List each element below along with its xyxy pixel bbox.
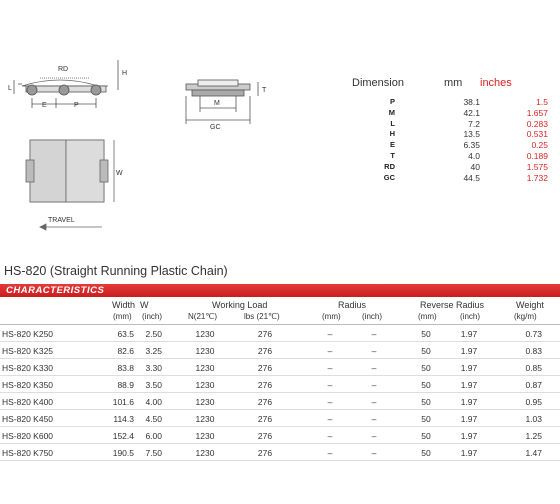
dimension-symbol: T — [390, 151, 395, 160]
working-load-header: Working Load — [212, 300, 268, 310]
dimension-inches: 1.657 — [526, 107, 548, 118]
dimension-inches: 0.189 — [526, 151, 548, 161]
dimension-inches: 1.575 — [526, 161, 548, 172]
dimension-row — [340, 151, 550, 162]
load-lbs-cell: 276 — [257, 448, 273, 458]
sub-weight-unit: (kg/m) — [514, 312, 537, 321]
rev-inch-cell: 1.97 — [460, 431, 478, 441]
table-row — [0, 343, 560, 359]
sub-rev-inch: (inch) — [460, 312, 481, 321]
dimension-mm: 6.35 — [463, 140, 480, 151]
inches-header: inches — [480, 77, 512, 89]
width-mm-cell: 83.8 — [117, 363, 134, 373]
label-travel: TRAVEL — [48, 217, 75, 224]
load-n-cell: 1230 — [195, 380, 215, 390]
dimension-row — [340, 108, 550, 119]
table-row — [0, 377, 560, 393]
dimension-inches: 0.531 — [526, 129, 548, 140]
rev-mm-cell: 50 — [421, 380, 431, 390]
model-cell: HS-820 K750 — [2, 448, 54, 458]
end-view-drawing — [186, 80, 258, 124]
model-cell: HS-820 K350 — [2, 380, 54, 390]
load-lbs-cell: 276 — [257, 431, 273, 441]
rev-inch-cell: 1.97 — [460, 380, 478, 390]
model-cell: HS-820 K250 — [2, 329, 54, 339]
radius-inch-cell: – — [371, 414, 377, 424]
radius-inch-cell: – — [371, 329, 377, 339]
table-row — [0, 411, 560, 427]
load-lbs-cell: 276 — [257, 414, 273, 424]
radius-mm-cell: – — [327, 380, 333, 390]
dimension-mm: 44.5 — [463, 172, 480, 183]
characteristics-bar — [0, 284, 560, 297]
radius-mm-cell: – — [327, 397, 333, 407]
w-inch-cell: 3.30 — [145, 363, 162, 373]
radius-mm-cell: – — [327, 346, 333, 356]
label-h: H — [122, 70, 128, 77]
radius-inch-cell: – — [371, 397, 377, 407]
label-w: W — [116, 170, 123, 177]
rev-mm-cell: 50 — [421, 448, 431, 458]
dimension-symbol: GC — [383, 172, 395, 182]
dimension-inches: 1.732 — [526, 172, 548, 183]
load-lbs-cell: 276 — [257, 363, 273, 373]
load-n-cell: 1230 — [195, 346, 215, 356]
radius-inch-cell: – — [371, 448, 377, 458]
weight-cell: 1.03 — [525, 414, 542, 424]
radius-mm-cell: – — [327, 363, 333, 373]
radius-mm-cell: – — [327, 414, 333, 424]
w-inch-cell: 3.25 — [145, 346, 162, 356]
sub-rev-mm: (mm) — [418, 312, 437, 321]
radius-inch-cell: – — [371, 380, 377, 390]
reverse-radius-header: Reverse Radius — [420, 300, 485, 310]
w-inch-cell: 7.50 — [145, 448, 162, 458]
radius-mm-cell: – — [327, 329, 333, 339]
rev-mm-cell: 50 — [421, 431, 431, 441]
characteristics-label: CHARACTERISTICS — [6, 285, 105, 296]
radius-header: Radius — [338, 300, 367, 310]
dimension-mm: 42.1 — [463, 107, 480, 118]
label-p: P — [74, 102, 79, 109]
dimension-mm: 40 — [470, 161, 480, 172]
load-lbs-cell: 276 — [257, 346, 273, 356]
sub-width-mm: (mm) — [113, 312, 132, 321]
w-inch-cell: 2.50 — [145, 329, 162, 339]
model-cell: HS-820 K330 — [2, 363, 54, 373]
table-row — [0, 326, 560, 342]
radius-mm-cell: – — [327, 431, 333, 441]
label-m: M — [214, 100, 220, 107]
weight-cell: 0.83 — [525, 346, 542, 356]
load-lbs-cell: 276 — [257, 380, 273, 390]
width-mm-cell: 88.9 — [117, 380, 134, 390]
weight-cell: 0.87 — [525, 380, 542, 390]
sub-radius-mm: (mm) — [322, 312, 341, 321]
dimension-row — [340, 129, 550, 140]
weight-cell: 1.25 — [525, 431, 542, 441]
dimension-symbol: L — [390, 118, 395, 128]
load-n-cell: 1230 — [195, 397, 215, 407]
rev-inch-cell: 1.97 — [460, 397, 478, 407]
dimension-row — [340, 119, 550, 130]
load-n-cell: 1230 — [195, 329, 215, 339]
model-cell: HS-820 K325 — [2, 346, 54, 356]
width-mm-cell: 152.4 — [112, 431, 134, 441]
dimension-mm: 38.1 — [463, 97, 480, 107]
label-gc: GC — [210, 124, 221, 131]
dimension-row — [340, 97, 550, 108]
mm-header: mm — [444, 77, 463, 89]
dimension-symbol: P — [389, 97, 395, 106]
weight-cell: 0.73 — [525, 329, 542, 339]
load-n-cell: 1230 — [195, 431, 215, 441]
dimension-mm: 7.2 — [468, 118, 480, 129]
rev-mm-cell: 50 — [421, 363, 431, 373]
dimension-mm: 13.5 — [463, 129, 480, 140]
dimension-mm: 4.0 — [468, 151, 480, 161]
dimension-inches: 0.25 — [531, 140, 548, 151]
rev-inch-cell: 1.97 — [460, 363, 478, 373]
rev-mm-cell: 50 — [421, 346, 431, 356]
width-mm-cell: 63.5 — [117, 329, 134, 339]
dimension-symbol: M — [388, 107, 395, 117]
w-inch-cell: 4.00 — [145, 397, 162, 407]
dimension-symbol: H — [389, 129, 395, 139]
table-row — [0, 394, 560, 410]
sub-load-n: N(21℃) — [188, 312, 217, 321]
weight-cell: 0.95 — [525, 397, 542, 407]
table-row — [0, 445, 560, 461]
rev-mm-cell: 50 — [421, 329, 431, 339]
dimension-row — [340, 173, 550, 184]
load-n-cell: 1230 — [195, 414, 215, 424]
dimension-symbol: RD — [384, 161, 395, 171]
rev-inch-cell: 1.97 — [460, 448, 478, 458]
dimension-inches: 0.283 — [526, 118, 548, 129]
rev-inch-cell: 1.97 — [460, 329, 478, 339]
rev-inch-cell: 1.97 — [460, 346, 478, 356]
width-mm-cell: 190.5 — [112, 448, 134, 458]
load-n-cell: 1230 — [195, 363, 215, 373]
width-header: Width — [112, 300, 136, 310]
rev-mm-cell: 50 — [421, 414, 431, 424]
label-l: L — [8, 85, 12, 92]
dimension-row — [340, 162, 550, 173]
table-row — [0, 360, 560, 376]
dimension-symbol: E — [389, 140, 395, 150]
model-cell: HS-820 K600 — [2, 431, 54, 441]
weight-cell: 0.85 — [525, 363, 542, 373]
sub-radius-inch: (inch) — [362, 312, 383, 321]
rev-inch-cell: 1.97 — [460, 414, 478, 424]
dimension-header: Dimension — [352, 77, 404, 89]
load-n-cell: 1230 — [195, 448, 215, 458]
w-inch-cell: 4.50 — [145, 414, 162, 424]
radius-mm-cell: – — [327, 448, 333, 458]
radius-inch-cell: – — [371, 363, 377, 373]
weight-cell: 1.47 — [525, 448, 542, 458]
load-lbs-cell: 276 — [257, 397, 273, 407]
model-cell: HS-820 K450 — [2, 414, 54, 424]
weight-header: Weight — [516, 300, 544, 310]
w-inch-cell: 6.00 — [145, 431, 162, 441]
sub-w-inch: (inch) — [142, 312, 163, 321]
model-cell: HS-820 K400 — [2, 397, 54, 407]
product-title: HS-820 (Straight Running Plastic Chain) — [4, 264, 228, 278]
radius-inch-cell: – — [371, 346, 377, 356]
rev-mm-cell: 50 — [421, 397, 431, 407]
w-inch-cell: 3.50 — [145, 380, 162, 390]
label-e: E — [42, 102, 47, 109]
w-header: W — [140, 300, 149, 310]
sub-load-lbs: lbs (21℃) — [244, 312, 280, 321]
label-t: T — [262, 87, 267, 94]
width-mm-cell: 82.6 — [117, 346, 134, 356]
width-mm-cell: 114.3 — [113, 414, 134, 424]
label-rd: RD — [58, 66, 69, 73]
load-lbs-cell: 276 — [257, 329, 273, 339]
radius-inch-cell: – — [371, 431, 377, 441]
width-mm-cell: 101.6 — [112, 397, 134, 407]
header-divider — [0, 324, 560, 325]
table-row — [0, 428, 560, 444]
dimension-inches: 1.5 — [536, 97, 548, 107]
dimension-row — [340, 140, 550, 151]
